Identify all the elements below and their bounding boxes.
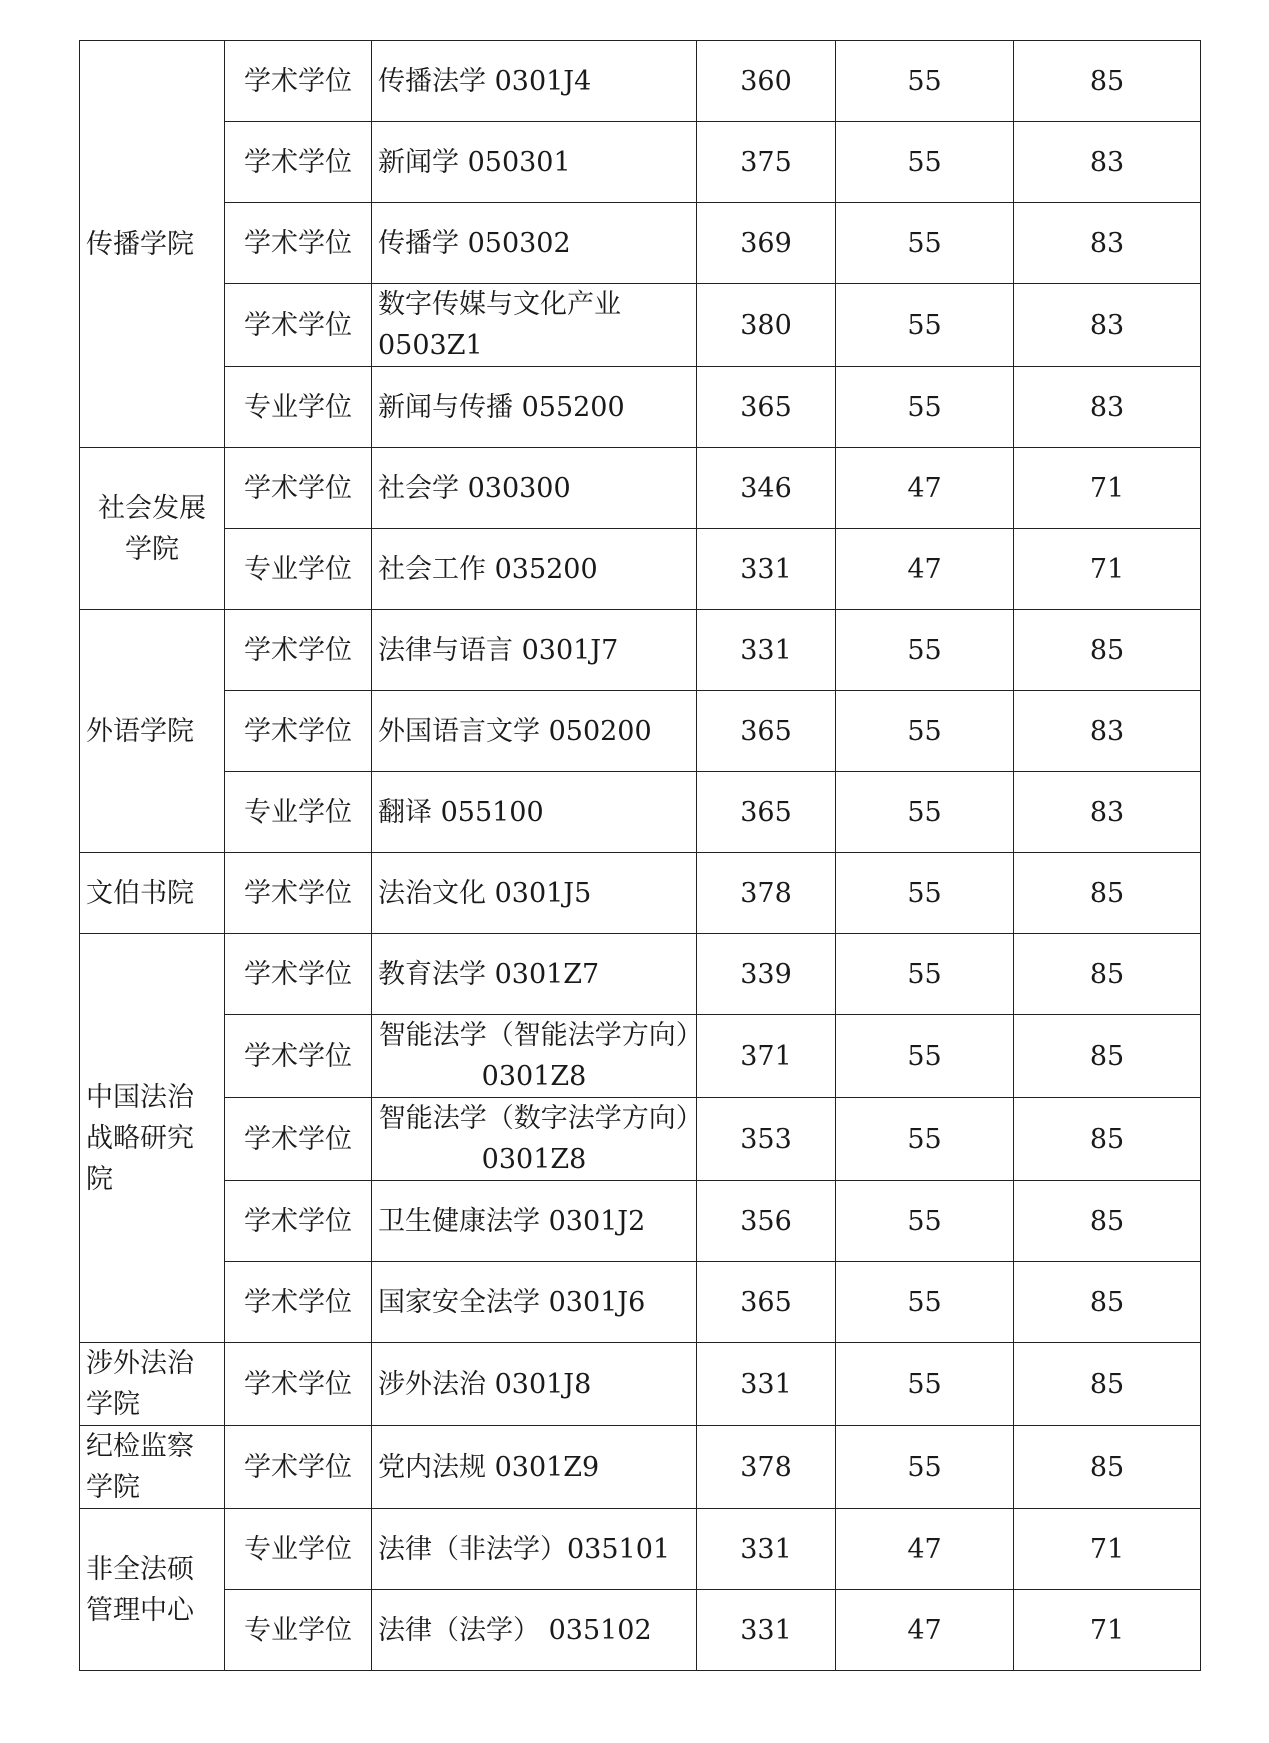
total-score: 369 xyxy=(697,203,836,284)
college-name: 社会发展学院 xyxy=(80,448,225,610)
total-score: 378 xyxy=(697,853,836,934)
major-name: 法治文化 0301J5 xyxy=(372,853,697,934)
total-score: 380 xyxy=(697,284,836,367)
table-row xyxy=(80,1590,1201,1671)
major-name: 卫生健康法学 0301J2 xyxy=(372,1181,697,1262)
total-score: 365 xyxy=(697,772,836,853)
single-score-b: 85 xyxy=(1014,610,1201,691)
degree-type: 学术学位 xyxy=(225,1426,372,1509)
college-name: 纪检监察学院 xyxy=(80,1426,225,1509)
total-score: 365 xyxy=(697,367,836,448)
table-row xyxy=(80,772,1201,853)
single-score-a: 47 xyxy=(836,529,1014,610)
single-score-a: 55 xyxy=(836,1015,1014,1098)
table-row xyxy=(80,448,1201,529)
single-score-a: 55 xyxy=(836,853,1014,934)
major-name: 法律（法学） 035102 xyxy=(372,1590,697,1671)
major-name: 外国语言文学 050200 xyxy=(372,691,697,772)
table-row xyxy=(80,1015,1201,1098)
single-score-a: 47 xyxy=(836,1590,1014,1671)
total-score: 365 xyxy=(697,1262,836,1343)
total-score: 371 xyxy=(697,1015,836,1098)
table-row xyxy=(80,934,1201,1015)
total-score: 331 xyxy=(697,1590,836,1671)
college-name: 非全法硕管理中心 xyxy=(80,1509,225,1671)
single-score-b: 85 xyxy=(1014,1181,1201,1262)
single-score-b: 83 xyxy=(1014,284,1201,367)
degree-type: 学术学位 xyxy=(225,122,372,203)
major-name: 党内法规 0301Z9 xyxy=(372,1426,697,1509)
major-name: 国家安全法学 0301J6 xyxy=(372,1262,697,1343)
single-score-a: 55 xyxy=(836,772,1014,853)
degree-type: 学术学位 xyxy=(225,691,372,772)
total-score: 331 xyxy=(697,529,836,610)
college-name: 传播学院 xyxy=(80,41,225,448)
score-table xyxy=(79,40,1201,1671)
degree-type: 学术学位 xyxy=(225,448,372,529)
single-score-b: 71 xyxy=(1014,1590,1201,1671)
major-name: 法律（非法学）035101 xyxy=(372,1509,697,1590)
major-name: 教育法学 0301Z7 xyxy=(372,934,697,1015)
single-score-a: 47 xyxy=(836,1509,1014,1590)
total-score: 346 xyxy=(697,448,836,529)
major-name: 传播学 050302 xyxy=(372,203,697,284)
degree-type: 学术学位 xyxy=(225,853,372,934)
single-score-b: 83 xyxy=(1014,367,1201,448)
single-score-a: 55 xyxy=(836,610,1014,691)
degree-type: 学术学位 xyxy=(225,1098,372,1181)
single-score-a: 55 xyxy=(836,1426,1014,1509)
table-row xyxy=(80,529,1201,610)
single-score-a: 55 xyxy=(836,934,1014,1015)
table-row xyxy=(80,1343,1201,1426)
single-score-a: 55 xyxy=(836,1181,1014,1262)
total-score: 331 xyxy=(697,610,836,691)
college-name: 涉外法治学院 xyxy=(80,1343,225,1426)
table-row xyxy=(80,1426,1201,1509)
college-name: 外语学院 xyxy=(80,610,225,853)
total-score: 331 xyxy=(697,1509,836,1590)
degree-type: 学术学位 xyxy=(225,610,372,691)
degree-type: 专业学位 xyxy=(225,367,372,448)
table-row xyxy=(80,1098,1201,1181)
single-score-a: 55 xyxy=(836,1262,1014,1343)
table-row xyxy=(80,203,1201,284)
table-row xyxy=(80,1509,1201,1590)
major-name: 社会学 030300 xyxy=(372,448,697,529)
major-name: 新闻学 050301 xyxy=(372,122,697,203)
table-row xyxy=(80,1181,1201,1262)
major-name: 数字传媒与文化产业0503Z1 xyxy=(372,284,697,367)
total-score: 375 xyxy=(697,122,836,203)
college-name: 文伯书院 xyxy=(80,853,225,934)
total-score: 339 xyxy=(697,934,836,1015)
major-name: 传播法学 0301J4 xyxy=(372,41,697,122)
degree-type: 学术学位 xyxy=(225,284,372,367)
single-score-a: 55 xyxy=(836,284,1014,367)
table-row xyxy=(80,610,1201,691)
single-score-a: 47 xyxy=(836,448,1014,529)
degree-type: 专业学位 xyxy=(225,1590,372,1671)
degree-type: 学术学位 xyxy=(225,1181,372,1262)
single-score-b: 85 xyxy=(1014,853,1201,934)
major-name: 涉外法治 0301J8 xyxy=(372,1343,697,1426)
table-row xyxy=(80,41,1201,122)
single-score-b: 85 xyxy=(1014,41,1201,122)
table-row xyxy=(80,367,1201,448)
table-row xyxy=(80,122,1201,203)
single-score-a: 55 xyxy=(836,691,1014,772)
degree-type: 学术学位 xyxy=(225,1015,372,1098)
single-score-b: 83 xyxy=(1014,203,1201,284)
major-name: 新闻与传播 055200 xyxy=(372,367,697,448)
total-score: 378 xyxy=(697,1426,836,1509)
total-score: 356 xyxy=(697,1181,836,1262)
table-row xyxy=(80,853,1201,934)
single-score-b: 83 xyxy=(1014,772,1201,853)
single-score-b: 71 xyxy=(1014,1509,1201,1590)
single-score-b: 83 xyxy=(1014,691,1201,772)
degree-type: 专业学位 xyxy=(225,1509,372,1590)
single-score-a: 55 xyxy=(836,1098,1014,1181)
single-score-b: 83 xyxy=(1014,122,1201,203)
major-name: 翻译 055100 xyxy=(372,772,697,853)
degree-type: 学术学位 xyxy=(225,1262,372,1343)
degree-type: 学术学位 xyxy=(225,934,372,1015)
table-row xyxy=(80,1262,1201,1343)
single-score-a: 55 xyxy=(836,367,1014,448)
single-score-b: 85 xyxy=(1014,1426,1201,1509)
single-score-b: 71 xyxy=(1014,529,1201,610)
degree-type: 专业学位 xyxy=(225,772,372,853)
single-score-b: 71 xyxy=(1014,448,1201,529)
college-name: 中国法治战略研究院 xyxy=(80,934,225,1343)
degree-type: 专业学位 xyxy=(225,529,372,610)
total-score: 353 xyxy=(697,1098,836,1181)
single-score-a: 55 xyxy=(836,122,1014,203)
single-score-a: 55 xyxy=(836,203,1014,284)
degree-type: 学术学位 xyxy=(225,203,372,284)
single-score-b: 85 xyxy=(1014,1262,1201,1343)
single-score-b: 85 xyxy=(1014,1343,1201,1426)
major-name: 智能法学（智能法学方向）0301Z8 xyxy=(372,1015,697,1098)
major-name: 法律与语言 0301J7 xyxy=(372,610,697,691)
total-score: 365 xyxy=(697,691,836,772)
single-score-b: 85 xyxy=(1014,1015,1201,1098)
single-score-a: 55 xyxy=(836,1343,1014,1426)
single-score-b: 85 xyxy=(1014,934,1201,1015)
major-name: 社会工作 035200 xyxy=(372,529,697,610)
degree-type: 学术学位 xyxy=(225,41,372,122)
table-row xyxy=(80,691,1201,772)
degree-type: 学术学位 xyxy=(225,1343,372,1426)
major-name: 智能法学（数字法学方向）0301Z8 xyxy=(372,1098,697,1181)
single-score-b: 85 xyxy=(1014,1098,1201,1181)
total-score: 331 xyxy=(697,1343,836,1426)
total-score: 360 xyxy=(697,41,836,122)
table-row xyxy=(80,284,1201,367)
single-score-a: 55 xyxy=(836,41,1014,122)
